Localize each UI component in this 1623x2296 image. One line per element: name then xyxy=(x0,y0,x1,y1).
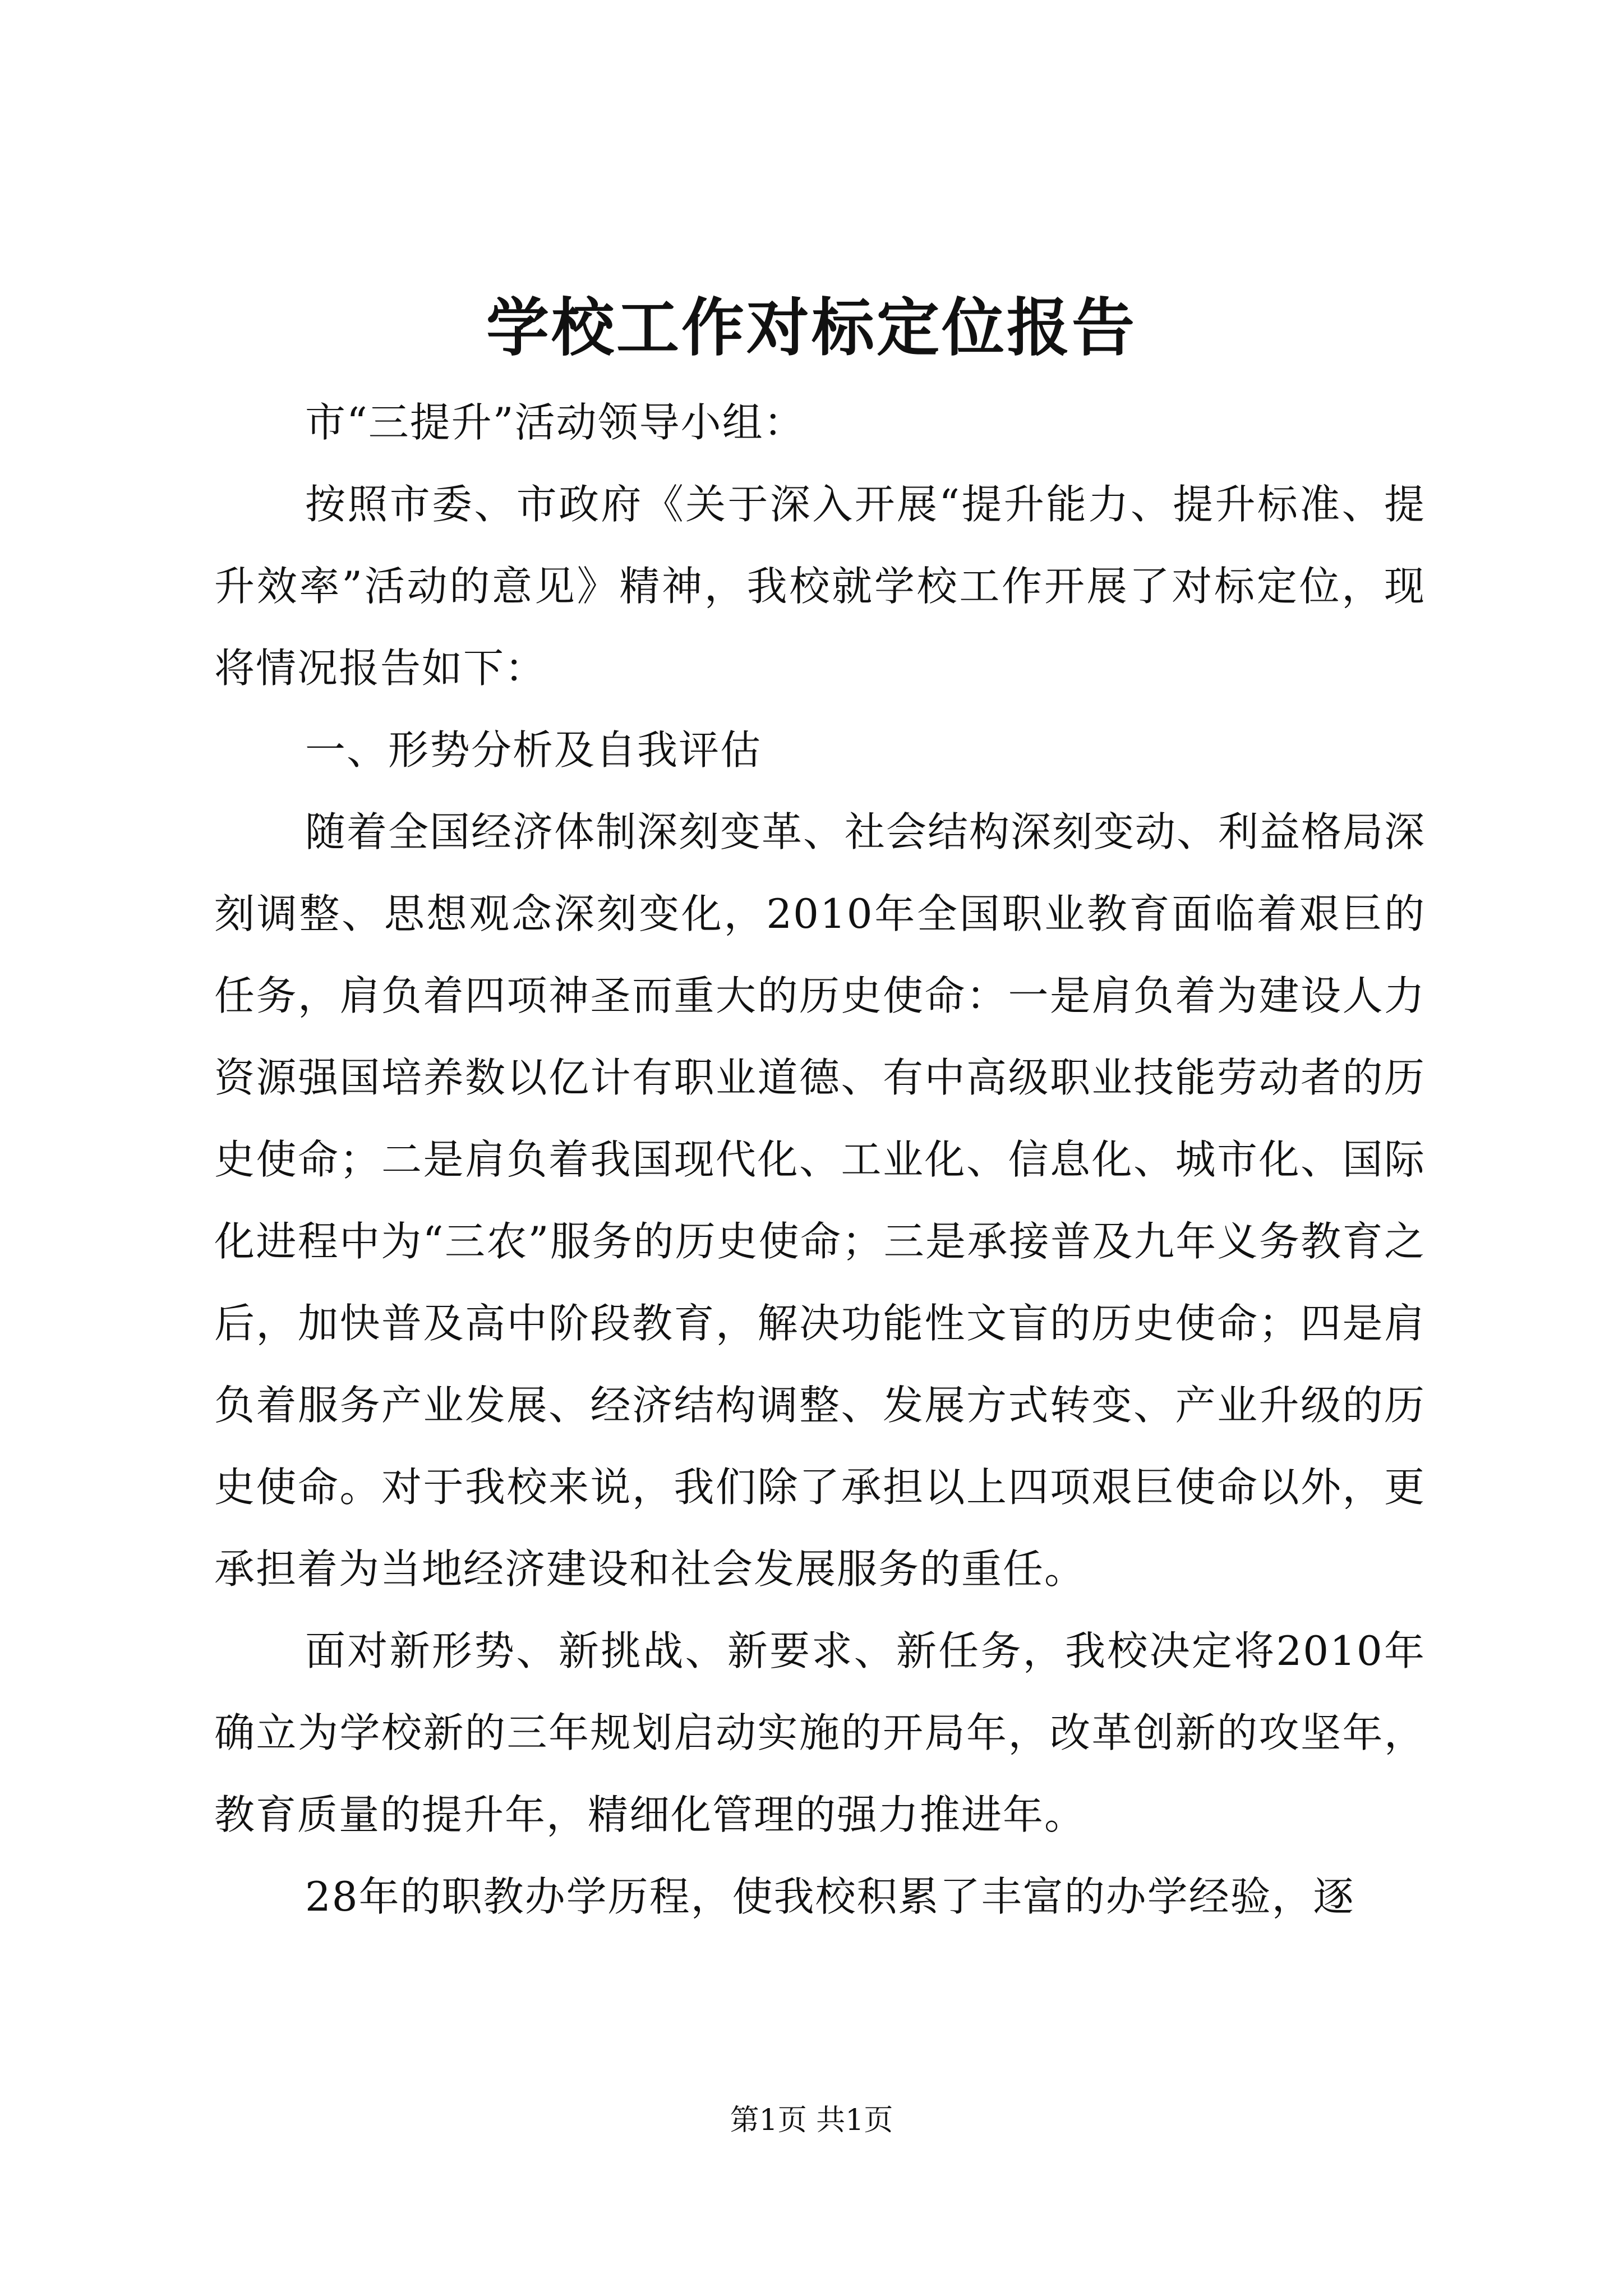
paragraph-addressee: 市“三提升”活动领导小组： xyxy=(305,399,805,446)
paragraph-decision: 面对新形势、新挑战、新要求、新任务，我校决定将2010年确立为学校新的三年规划启动实施的开局年，改革创新的攻坚年，教育质量的提升年，精细化管理的强力推进年。 xyxy=(214,1627,1426,1838)
document-title: 学校工作对标定位报告 xyxy=(486,291,1137,365)
paragraph-history: 28年的职教办学历程，使我校积累了丰富的办学经验，逐 xyxy=(305,1873,1355,1920)
paragraph-situation: 随着全国经济体制深刻变革、社会结构深刻变动、利益格局深刻调整、思想观念深刻变化，2010年全国职业教育面临着艰巨的任务，肩负着四项神圣而重大的历史使命：一是肩负着为建设人力资源强国培养数以亿计有职业道德、有中高级职业技能劳动者的历史使命；二是肩负着我国现代化、工业化、信息化、城市化、国际化进程中为“三农”服务的历史使命；三是承接普及九年义务教育之后，加快普及高中阶段教育，解决功能性文盲的历史使命；四是肩负着服务产业发展、经济结构调整、发展方式转变、产业升级的历史使命。对于我校来说，我们除了承担以上四项艰巨使命以外，更承担着为当地经济建设和社会发展服务的重任。 xyxy=(214,808,1426,1593)
document-body xyxy=(214,381,1426,1938)
section-heading: 一、形势分析及自我评估 xyxy=(305,726,762,774)
paragraph-intro: 按照市委、市政府《关于深入开展“提升能力、提升标准、提升效率”活动的意见》精神，我校就学校工作开展了对标定位，现将情况报告如下： xyxy=(214,481,1426,692)
page-number-footer: 第1页 共1页 xyxy=(730,2104,893,2137)
